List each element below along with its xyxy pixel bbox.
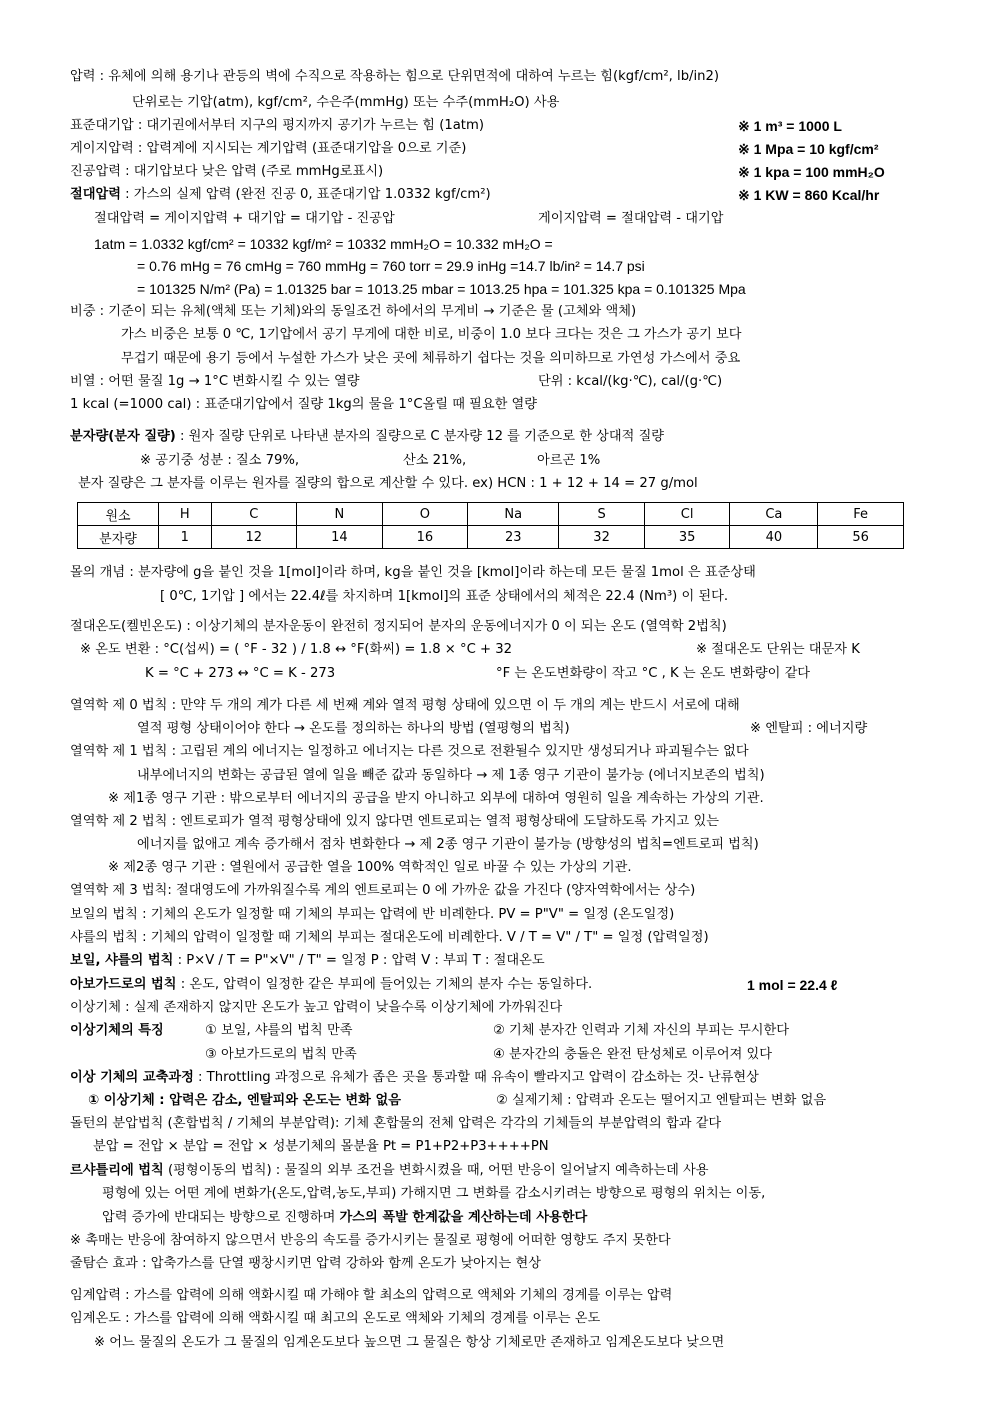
absolute-formula: 절대압력 = 게이지압력 + 대기압 = 대기압 - 진공압 <box>94 211 395 226</box>
table-cell: 56 <box>818 526 904 549</box>
kelvin-formula: K = °C + 273 ↔ °C = K - 273 <box>145 666 336 681</box>
absolute-pressure <box>70 185 491 205</box>
molecular-weight-table <box>77 502 904 549</box>
thermo-law-1-cont: 내부에너지의 변화는 공급된 열에 일을 빼준 값과 동일하다 → 제 1종 영구 기관이 불가능 (에너지보존의 법칙) <box>137 768 765 783</box>
molecular-weight-desc: : 원자 질량 단위로 나타낸 분자의 질량으로 C 분자량 12 를 기준으로 한 상대적 질량 <box>175 429 665 444</box>
air-oxygen: 산소 21%, <box>403 453 467 468</box>
table-cell: Fe <box>818 503 904 526</box>
avogadro-desc: : 온도, 압력이 일정한 같은 부피에 들어있는 기체의 분자 수는 동일하다. <box>176 977 593 992</box>
ideal-gas-feature-3: ③ 아보가드로의 법칙 만족 <box>205 1047 357 1062</box>
table-cell: Ca <box>730 503 818 526</box>
throttling-real: ② 실제기체 : 압력과 온도는 떨어지고 엔탈피는 변화 없음 <box>496 1093 827 1108</box>
perpetual-motion-1: ※ 제1종 영구 기관 : 밖으로부터 에너지의 공급을 받지 아니하고 외부에 대하여 영원히 일을 계속하는 가상의 기관. <box>108 791 764 806</box>
kcal-definition: 1 kcal (=1000 cal) : 표준대기압에서 질량 1kg의 물을 1°C올릴 때 필요한 열량 <box>70 397 538 412</box>
critical-pressure: 임계압력 : 가스를 압력에 의해 액화시킬 때 가해야 할 최소의 압력으로 액체와 기체의 경계를 이루는 압력 <box>70 1288 673 1303</box>
table-cell: N <box>297 503 383 526</box>
thermo-law-0: 열역학 제 0 법칙 : 만약 두 개의 계가 다른 세 번째 계와 열적 평형 상태에 있으면 이 두 개의 계는 반드시 서로에 대해 <box>70 698 740 713</box>
temp-conversion: ※ 온도 변환 : °C(섭씨) = ( °F - 32 ) / 1.8 ↔ °F(화씨) = 1.8 × °C + 32 <box>80 642 513 657</box>
throttling-term: 이상 기체의 교축과정 <box>70 1070 194 1085</box>
gauge-pressure: 게이지압력 : 압력계에 지시되는 계기압력 (표준대기압을 0으로 기준) <box>70 141 467 156</box>
air-components: ※ 공기중 성분 : 질소 79%, <box>140 453 300 468</box>
le-chatelier-cont-text: 압력 증가에 반대되는 방향으로 진행하며 <box>102 1210 340 1225</box>
vacuum-pressure: 진공압력 : 대기압보다 낮은 압력 (주로 mmHg로표시) <box>70 164 384 179</box>
boyle-charles-term: 보일, 샤를의 법칙 <box>70 953 174 968</box>
partial-pressure-formula: 분압 = 전압 × 분압 = 전압 × 성분기체의 몰분율 Pt = P1+P2+P3++++PN <box>93 1139 549 1154</box>
table-cell: 12 <box>211 526 297 549</box>
thermo-law-0-cont: 열적 평형 상태이어야 한다 → 온도를 정의하는 하나의 방법 (열평형의 법칙) <box>137 721 570 736</box>
thermo-law-3: 열역학 제 3 법칙: 절대영도에 가까워질수록 계의 엔트로피는 0 에 가까운 값을 가진다 (양자역학에서는 상수) <box>70 883 696 898</box>
atm-conversion-1: 1atm = 1.0332 kgf/cm² = 10332 kgf/m² = 10332 mmH₂O = 10.332 mH₂O = <box>94 236 553 252</box>
air-argon: 아르곤 1% <box>537 453 601 468</box>
table-header: 분자량 <box>78 526 159 549</box>
thermo-law-2-cont: 에너지를 없애고 계속 증가해서 점차 변화한다 → 제 2종 영구 기관이 불가능 (방향성의 법칙=엔트로피 법칙) <box>137 837 759 852</box>
ideal-gas-features-term: 이상기체의 특징 <box>70 1023 164 1038</box>
table-cell: 14 <box>297 526 383 549</box>
table-cell: 40 <box>730 526 818 549</box>
table-cell: 16 <box>382 526 468 549</box>
critical-temperature: 임계온도 : 가스를 압력에 의해 액화시킬 때 최고의 온도로 액체와 기체의 경계를 이루는 온도 <box>70 1311 601 1326</box>
avogadro-law <box>70 975 592 995</box>
molecular-mass-calc: 분자 질량은 그 분자를 이루는 원자를 질량의 합으로 계산할 수 있다. ex) HCN : 1 + 12 + 14 = 27 g/mol <box>78 476 698 491</box>
note-kw: ※ 1 KW = 860 Kcal/hr <box>738 187 880 203</box>
absolute-pressure-desc: : 가스의 실제 압력 (완전 진공 0, 표준대기압 1.0332 kgf/cm²) <box>120 187 491 202</box>
atm-conversion-2: = 0.76 mHg = 76 cmHg = 760 mmHg = 760 torr = 29.9 inHg =14.7 lb/in² = 14.7 psi <box>137 258 645 274</box>
table-header: 원소 <box>78 503 159 526</box>
molecular-weight-term: 분자량(분자 질량) <box>70 429 176 444</box>
specific-heat: 비열 : 어떤 물질 1g → 1°C 변화시킬 수 있는 열량 <box>70 374 360 389</box>
table-cell: H <box>159 503 212 526</box>
throttling-process <box>70 1068 759 1088</box>
enthalpy-note: ※ 엔탈피 : 에너지량 <box>750 721 868 736</box>
temp-change-note: °F 는 온도변화량이 작고 °C , K 는 온도 변화량이 같다 <box>496 666 811 681</box>
boyle-law: 보일의 법칙 : 기체의 온도가 일정할 때 기체의 부피는 압력에 반 비례한다. PV = P"V" = 일정 (온도일정) <box>70 907 675 922</box>
table-cell: O <box>382 503 468 526</box>
table-cell: 23 <box>468 526 559 549</box>
dalton-law: 돌턴의 분압법칙 (혼합법칙 / 기체의 부분압력): 기체 혼합물의 전체 압력은 각각의 기체들의 부분압력의 합과 같다 <box>70 1116 722 1131</box>
absolute-pressure-term: 절대압력 <box>70 187 121 202</box>
le-chatelier-desc: (평형이동의 법칙) : 물질의 외부 조건을 변화시켰을 때, 어떤 반응이 일어날지 예측하는데 사용 <box>163 1163 709 1178</box>
note-kpa: ※ 1 kpa = 100 mmH₂O <box>738 164 885 180</box>
thermo-law-2: 열역학 제 2 법칙 : 엔트로피가 열적 평형상태에 있지 않다면 엔트로피는 열적 평형상태에 도달하도록 가지고 있는 <box>70 814 719 829</box>
le-chatelier-cont: 평형에 있는 어떤 계에 변화가(온도,압력,농도,부피) 가해지면 그 변화를 감소시키려는 방향으로 평형의 위치는 이동, <box>102 1186 766 1201</box>
specific-gravity: 비중 : 기준이 되는 유체(액체 또는 기체)와의 동일조건 하에서의 무게비 → 기준은 물 (고체와 액체) <box>70 304 637 319</box>
gas-specific-gravity-2: 무겁기 때문에 용기 등에서 누설한 가스가 낮은 곳에 체류하기 쉽다는 것을 의미하므로 가연성 가스에서 중요 <box>121 351 741 366</box>
absolute-temperature: 절대온도(켈빈온도) : 이상기체의 분자운동이 완전히 정지되어 분자의 운동에너지가 0 이 되는 온도 (열역학 2법칙) <box>70 619 727 634</box>
throttling-desc: : Throttling 과정으로 유체가 좁은 곳을 통과할 때 유속이 빨라지고 압력이 감소하는 것- 난류현상 <box>193 1070 759 1085</box>
boyle-charles-law <box>70 951 545 971</box>
mol-volume-note: 1 mol = 22.4 ℓ <box>747 977 838 993</box>
kelvin-note: ※ 절대온도 단위는 대문자 K <box>696 642 860 657</box>
table-row <box>78 503 904 526</box>
throttling-ideal: ① 이상기체 : 압력은 감소, 엔탈피와 온도는 변화 없음 <box>88 1093 401 1108</box>
le-chatelier <box>70 1161 709 1181</box>
note-m3: ※ 1 m³ = 1000 L <box>738 118 842 134</box>
catalyst-note: ※ 촉매는 반응에 참여하지 않으면서 반응의 속도를 증가시키는 물질로 평형에 어떠한 영향도 주지 못한다 <box>70 1233 671 1248</box>
pressure-definition: 압력 : 유체에 의해 용기나 관등의 벽에 수직으로 작용하는 힘으로 단위면적에 대하여 누르는 힘(kgf/cm², lb/in2) <box>70 69 720 84</box>
mole-concept: 몰의 개념 : 분자량에 g을 붙인 것을 1[mol]이라 하며, kg을 붙인 것을 [kmol]이라 하는데 모든 물질 1mol 은 표준상태 <box>70 565 756 580</box>
table-cell: Cl <box>644 503 730 526</box>
standard-atmosphere: 표준대기압 : 대기권에서부터 지구의 평지까지 공기가 누르는 힘 (1atm) <box>70 118 484 133</box>
table-cell: 32 <box>559 526 645 549</box>
boyle-charles-desc: : P×V / T = P"×V" / T" = 일정 P : 압력 V : 부피 T : 절대온도 <box>173 953 545 968</box>
specific-heat-unit: 단위 : kcal/(kg·℃), cal/(g·℃) <box>538 374 723 389</box>
perpetual-motion-2: ※ 제2종 영구 기관 : 열원에서 공급한 열을 100% 역학적인 일로 바꿀 수 있는 가상의 기관. <box>108 860 632 875</box>
ideal-gas-feature-1: ① 보일, 샤를의 법칙 만족 <box>205 1023 353 1038</box>
table-cell: C <box>211 503 297 526</box>
table-cell: 1 <box>159 526 212 549</box>
avogadro-term: 아보가드로의 법칙 <box>70 977 177 992</box>
explosion-limit-note: 가스의 폭발 한계값을 계산하는데 사용한다 <box>339 1210 588 1225</box>
table-cell: S <box>559 503 645 526</box>
atm-conversion-3: = 101325 N/m² (Pa) = 1.01325 bar = 1013.25 mbar = 1013.25 hpa = 101.325 kpa = 0.101325 Mpa <box>137 281 746 297</box>
table-cell: 35 <box>644 526 730 549</box>
le-chatelier-term: 르샤틀리에 법칙 <box>70 1163 164 1178</box>
ideal-gas: 이상기체 : 실제 존재하지 않지만 온도가 높고 압력이 낮을수록 이상기체에 가까워진다 <box>70 1000 563 1015</box>
critical-temperature-note: ※ 어느 물질의 온도가 그 물질의 임계온도보다 높으면 그 물질은 항상 기체로만 존재하고 임계온도보다 낮으면 <box>94 1335 725 1350</box>
pressure-units: 단위로는 기압(atm), kgf/cm², 수은주(mmHg) 또는 수주(mmH₂O) 사용 <box>132 95 560 110</box>
table-cell: Na <box>468 503 559 526</box>
thermo-law-1: 열역학 제 1 법칙 : 고립된 계의 에너지는 일정하고 에너지는 다른 것으로 전환될수 있지만 생성되거나 파괴될수는 없다 <box>70 744 749 759</box>
ideal-gas-feature-4: ④ 분자간의 충돌은 완전 탄성체로 이루어져 있다 <box>493 1047 773 1062</box>
ideal-gas-feature-2: ② 기체 분자간 인력과 기체 자신의 부피는 무시한다 <box>493 1023 789 1038</box>
note-mpa: ※ 1 Mpa = 10 kgf/cm² <box>738 141 879 157</box>
molecular-weight <box>70 427 664 447</box>
gauge-formula: 게이지압력 = 절대압력 - 대기압 <box>538 211 724 226</box>
charles-law: 샤를의 법칙 : 기체의 압력이 일정할 때 기체의 부피는 절대온도에 비례한다. V / T = V" / T" = 일정 (압력일정) <box>70 930 709 945</box>
gas-specific-gravity: 가스 비중은 보통 0 ℃, 1기압에서 공기 무게에 대한 비로, 비중이 1.0 보다 크다는 것은 그 가스가 공기 보다 <box>121 327 742 342</box>
mole-volume: [ 0℃, 1기압 ] 에서는 22.4ℓ를 차지하며 1[kmol]의 표준 상태에서의 체적은 22.4 (Nm³) 이 된다. <box>160 589 729 604</box>
table-row <box>78 526 904 549</box>
joule-thomson: 줄탐슨 효과 : 압축가스를 단열 팽창시키면 압력 강하와 함께 온도가 낮아지는 현상 <box>70 1256 541 1271</box>
le-chatelier-cont-2 <box>102 1208 587 1228</box>
